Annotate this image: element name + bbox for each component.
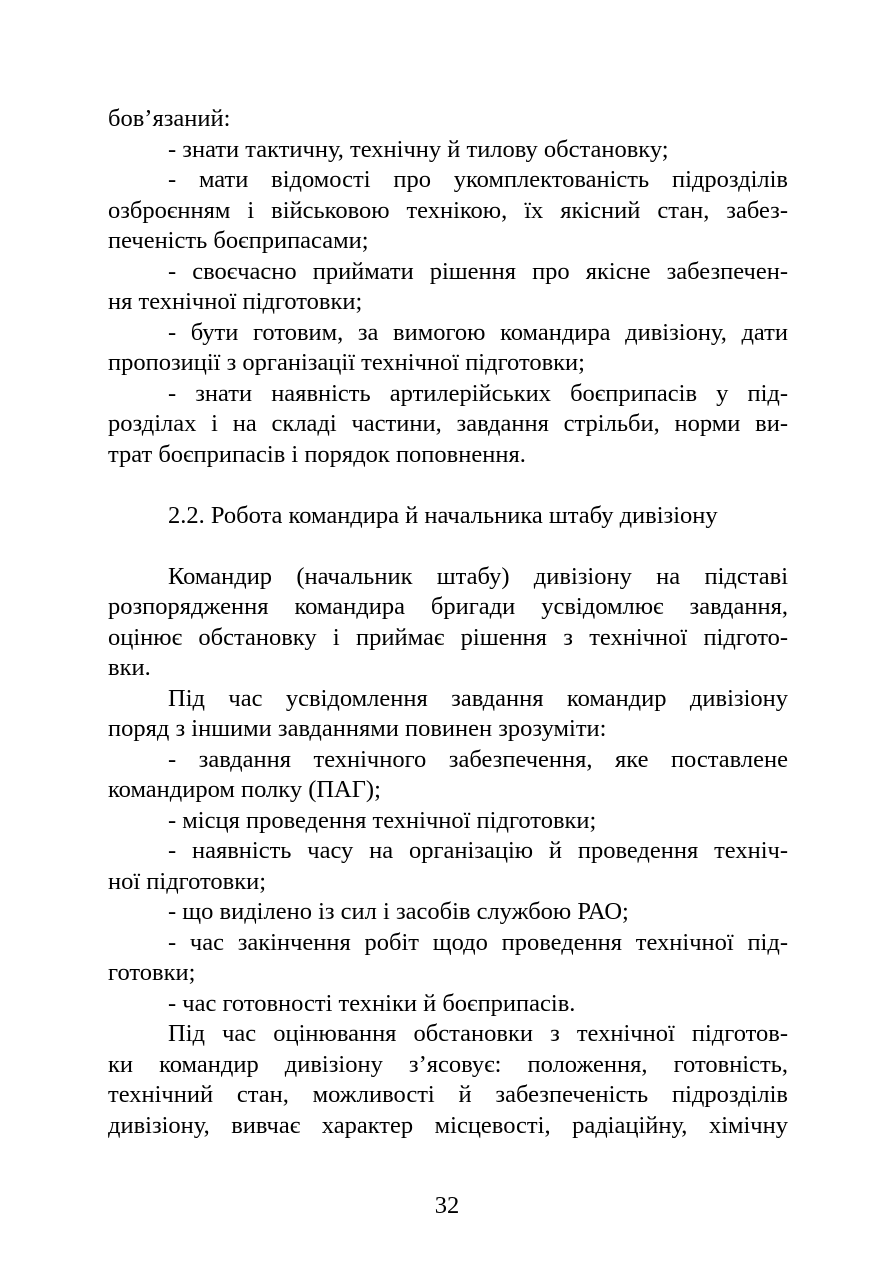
text-line: командиром полку (ПАГ); [108,776,381,803]
paragraph-line: Під час оцінювання обстановки з технічної підготов- [168,1020,788,1047]
list-item: - знати наявність артилерійських боєприпасів у під- [168,379,788,407]
text-line: дивізіону, вивчає характер місцевості, радіаційну, хімічну [108,1111,788,1139]
list-item: - знати тактичну, технічну й тилову обстановку; [168,135,669,163]
paragraph-line: Під час усвідомлення завдання командир дивізіону [168,684,788,712]
list-item: - бути готовим, за вимогою командира дивізіону, дати [168,318,788,346]
text-line: ки командир дивізіону з’ясовує: положення, готовність, [108,1050,788,1078]
page-body [108,104,788,1141]
text-line: поряд з іншими завданнями повинен зрозуміти: [108,715,607,742]
text-line: печеність боєприпасами; [108,227,369,254]
text-line: оцінює обстановку і приймає рішення з технічної підгото- [108,623,788,651]
spacer [108,470,788,501]
text-line: готовки; [108,959,196,986]
text-line: розділах і на складі частини, завдання стрільби, норми ви- [108,410,788,437]
section-heading: 2.2. Робота командира й начальника штабу дивізіону [168,501,718,529]
text-line: вки. [108,654,151,681]
spacer [108,531,788,562]
text-line: трат боєприпасів і порядок поповнення. [108,440,526,468]
list-item: - час готовності техніки й боєприпасів. [168,989,576,1017]
text-line: бов’язаний: [108,105,231,132]
paragraph-line: Командир (начальник штабу) дивізіону на підставі [168,562,788,590]
text-line: ної підготовки; [108,867,267,895]
list-item: - час закінчення робіт щодо проведення технічної під- [168,928,788,956]
text-line: пропозиції з організації технічної підготовки; [108,349,585,376]
text-line: ня технічної підготовки; [108,288,363,315]
list-item: - мати відомості про укомплектованість підрозділів [168,166,788,193]
list-item: - місця проведення технічної підготовки; [168,806,597,834]
text-line: технічний стан, можливості й забезпеченість підрозділів [108,1081,788,1108]
list-item: - наявність часу на організацію й проведення техніч- [168,837,788,864]
list-item: - завдання технічного забезпечення, яке поставлене [168,745,788,773]
page-number: 32 [434,1192,460,1219]
text-line: озброєнням і військовою технікою, їх якісний стан, забез- [108,196,788,224]
list-item: - що виділено із сил і засобів службою РАО; [168,898,629,925]
list-item: - своєчасно приймати рішення про якісне забезпечен- [168,257,788,285]
text-line: розпорядження командира бригади усвідомлює завдання, [108,593,788,620]
